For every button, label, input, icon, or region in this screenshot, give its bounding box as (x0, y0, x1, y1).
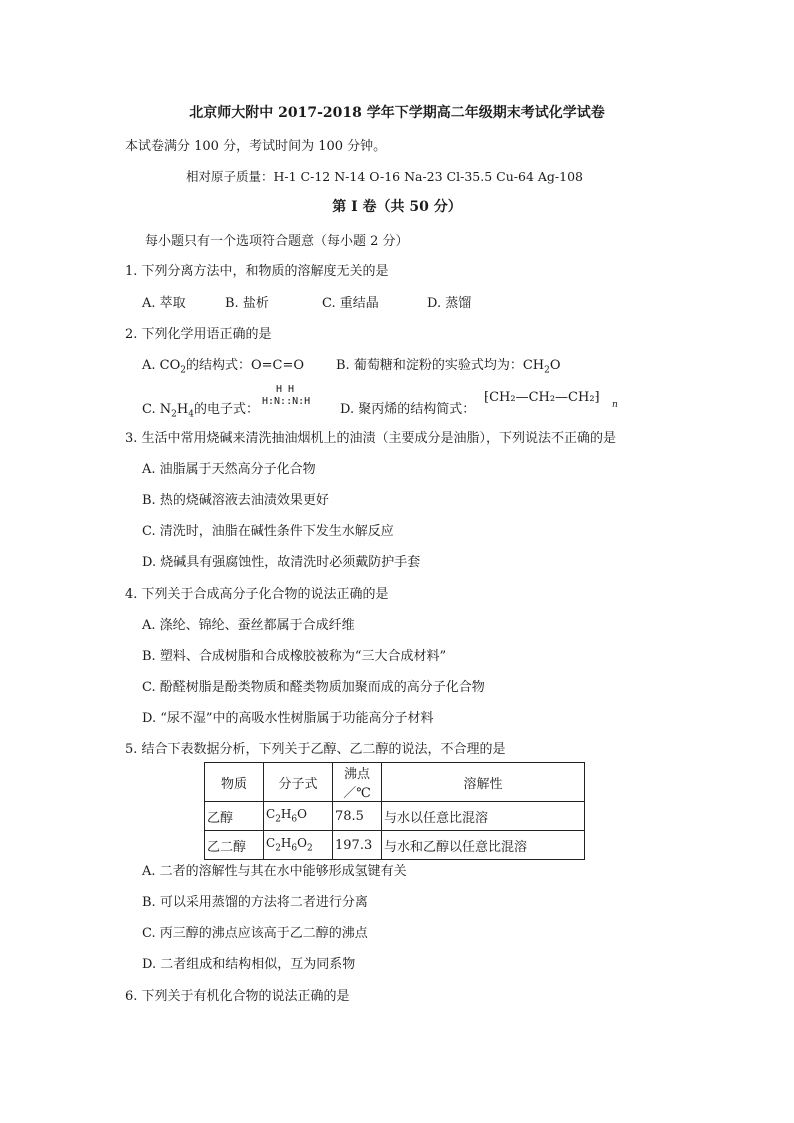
q4-option-d: D. “尿不湿”中的高吸水性树脂属于功能高分子材料 (142, 711, 434, 726)
q4-option-c: C. 酚醛树脂是酚类物质和醛类物质加聚而成的高分子化合物 (142, 680, 485, 695)
q3-stem: 3. 生活中常用烧碱来清洗抽油烟机上的油渍（主要成分是油脂），下列说法不正确的是 (125, 431, 617, 446)
q1-option-c: C. 重结晶 (322, 296, 379, 311)
q2-stem: 2. 下列化学用语正确的是 (125, 327, 272, 342)
n2h4-electron-formula: H H H:N::N:H (262, 384, 311, 407)
q2-option-a: A. $CO_2$的结构式：O=C=O (142, 358, 305, 376)
table-header: 物质 (205, 763, 264, 802)
q5-option-a: A. 二者的溶解性与其在水中能够形成氢键有关 (142, 864, 407, 879)
table-row (205, 802, 585, 831)
q2-option-d: D. 聚丙烯的结构简式： (340, 402, 476, 417)
table-header: 沸点／℃ (333, 763, 382, 802)
q3-option-c: C. 清洗时，油脂在碱性条件下发生水解反应 (142, 524, 394, 539)
table-cell: 78.5 (333, 802, 382, 831)
q5-stem: 5. 结合下表数据分析，下列关于乙醇、乙二醇的说法，不合理的是 (125, 742, 506, 757)
q4-stem: 4. 下列关于合成高分子化合物的说法正确的是 (125, 587, 389, 602)
q4-option-a: A. 涤纶、锦纶、蚕丝都属于合成纤维 (142, 618, 355, 633)
q6-stem: 6. 下列关于有机化合物的说法正确的是 (125, 989, 350, 1004)
table-cell: $C_2H_6O$ (264, 802, 333, 831)
q3-option-a: A. 油脂属于天然高分子化合物 (142, 462, 316, 477)
q5-option-d: D. 二者组成和结构相似，互为同系物 (142, 957, 356, 972)
table-cell: 乙二醇 (205, 831, 264, 860)
section-title: 第 I 卷（共 50 分） (332, 199, 462, 215)
q3-option-b: B. 热的烧碱溶液去油渍效果更好 (142, 493, 329, 508)
table-cell: 与水以任意比混溶 (382, 802, 585, 831)
q2-option-c: C. $N_2H_4$的电子式： (142, 402, 259, 420)
table-cell: 197.3 (333, 831, 382, 860)
q3-option-d: D. 烧碱具有强腐蚀性，故清洗时必须戴防护手套 (142, 555, 421, 570)
table-cell: $C_2H_6O_2$ (264, 831, 333, 860)
section-instruction: 每小题只有一个选项符合题意（每小题 2 分） (145, 234, 409, 249)
q1-stem: 1. 下列分离方法中，和物质的溶解度无关的是 (125, 264, 389, 279)
q1-option-d: D. 蒸馏 (427, 296, 472, 311)
table-header-row (205, 763, 585, 802)
q1-option-a: A. 萃取 (142, 296, 186, 311)
exam-info: 本试卷满分 100 分，考试时间为 100 分钟。 (125, 139, 387, 154)
atomic-mass-line: 相对原子质量：H-1 C-12 N-14 O-16 Na-23 Cl-35.5 Cu-64 Ag-108 (186, 169, 583, 184)
q4-option-b: B. 塑料、合成树脂和合成橡胶被称为“三大合成材料” (142, 649, 447, 664)
q2-option-b: B. 葡萄糖和淀粉的实验式均为：$CH_2O$ (336, 358, 561, 376)
table-cell: 乙醇 (205, 802, 264, 831)
table-header: 分子式 (264, 763, 333, 802)
table-header: 溶解性 (382, 763, 585, 802)
table-row (205, 831, 585, 860)
q5-option-c: C. 丙三醇的沸点应该高于乙二醇的沸点 (142, 926, 368, 941)
q5-data-table (204, 762, 585, 860)
exam-title: 北京师大附中 2017-2018 学年下学期高二年级期末考试化学试卷 (189, 105, 605, 121)
table-cell: 与水和乙醇以任意比混溶 (382, 831, 585, 860)
q5-option-b: B. 可以采用蒸馏的方法将二者进行分离 (142, 895, 368, 910)
q1-option-b: B. 盐析 (225, 296, 269, 311)
polypropylene-formula: ⁅CH₂—CH₂—CH₂⁆ n (484, 390, 618, 410)
